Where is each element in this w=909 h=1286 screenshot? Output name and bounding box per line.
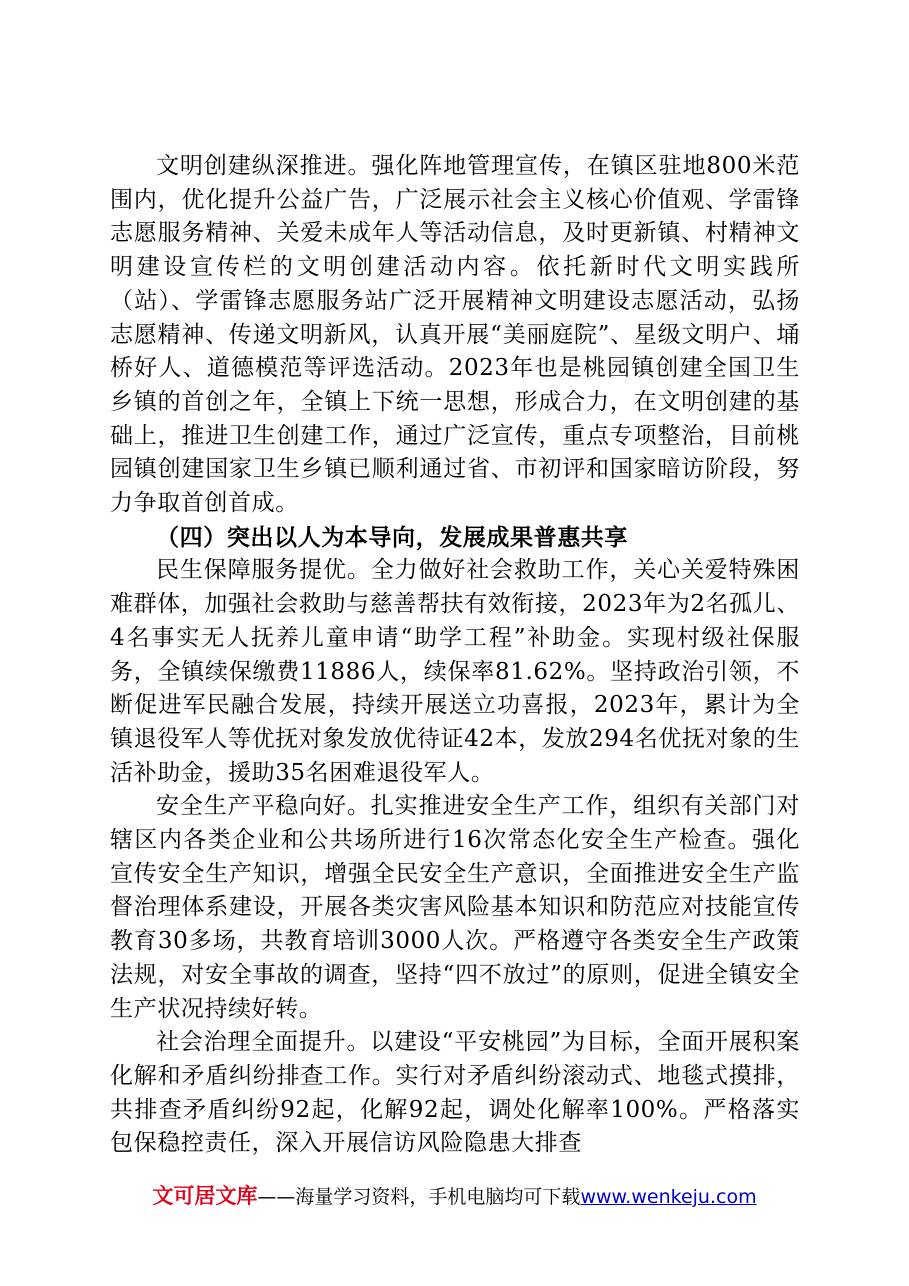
paragraph-governance: 社会治理全面提升。以建设“平安桃园”为目标，全面开展积案化解和矛盾纠纷排查工作。实行对矛盾纠纷滚动式、地毯式摸排，共排查矛盾纠纷92起，化解92起，调处化解率100%。严格落实包保稳控责任，深入开展信访风险隐患大排查 bbox=[110, 1029, 800, 1157]
brand-name: 文可居文库 bbox=[152, 1184, 258, 1208]
website-link[interactable]: www.wenkeju.com bbox=[580, 1186, 757, 1208]
section-heading-4: （四）突出以人为本导向，发展成果普惠共享 bbox=[156, 523, 628, 551]
paragraph-civilization: 文明创建纵深推进。强化阵地管理宣传，在镇区驻地800米范围内，优化提升公益广告，广泛展示社会主义核心价值观、学雷锋志愿服务精神、关爱未成年人等活动信息，及时更新镇、村精神文明建设宣传栏的文明创建活动内容。依托新时代文明实践所（站）、学雷锋志愿服务站广泛开展精神文明建设志愿活动，弘扬志愿精神、传递文明新风，认真开展“美丽庭院”、星级文明户、埇桥好人、道德模范等评选活动。2023年也是桃园镇创建全国卫生乡镇的首创之年，全镇上下统一思想，形成合力，在文明创建的基础上，推进卫生创建工作，通过广泛宣传，重点专项整治，目前桃园镇创建国家卫生乡镇已顺利通过省、市初评和国家暗访阶段，努力争取首创首成。 bbox=[110, 153, 800, 517]
footer-banner bbox=[0, 1180, 909, 1210]
footer-slogan: ——海量学习资料，手机电脑均可下载 bbox=[257, 1186, 581, 1208]
paragraph-livelihood: 民生保障服务提优。全力做好社会救助工作，关心关爱特殊困难群体，加强社会救助与慈善帮扶有效衔接，2023年为2名孤儿、4名事实无人抚养儿童申请“助学工程”补助金。实现村级社保服务，全镇续保缴费11886人，续保率81.62%。坚持政治引领，不断促进军民融合发展，持续开展送立功喜报，2023年，累计为全镇退役军人等优抚对象发放优待证42本，发放294名优抚对象的生活补助金，援助35名困难退役军人。 bbox=[110, 557, 800, 786]
document-body bbox=[110, 150, 800, 1161]
paragraph-safety: 安全生产平稳向好。扎实推进安全生产工作，组织有关部门对辖区内各类企业和公共场所进行16次常态化安全生产检查。强化宣传安全生产知识，增强全民安全生产意识，全面推进安全生产监督治理体系建设，开展各类灾害风险基本知识和防范应对技能宣传教育30多场，共教育培训3000人次。严格遵守各类安全生产政策法规，对安全事故的调查，坚持“四不放过”的原则，促进全镇安全生产状况持续好转。 bbox=[110, 793, 800, 1022]
